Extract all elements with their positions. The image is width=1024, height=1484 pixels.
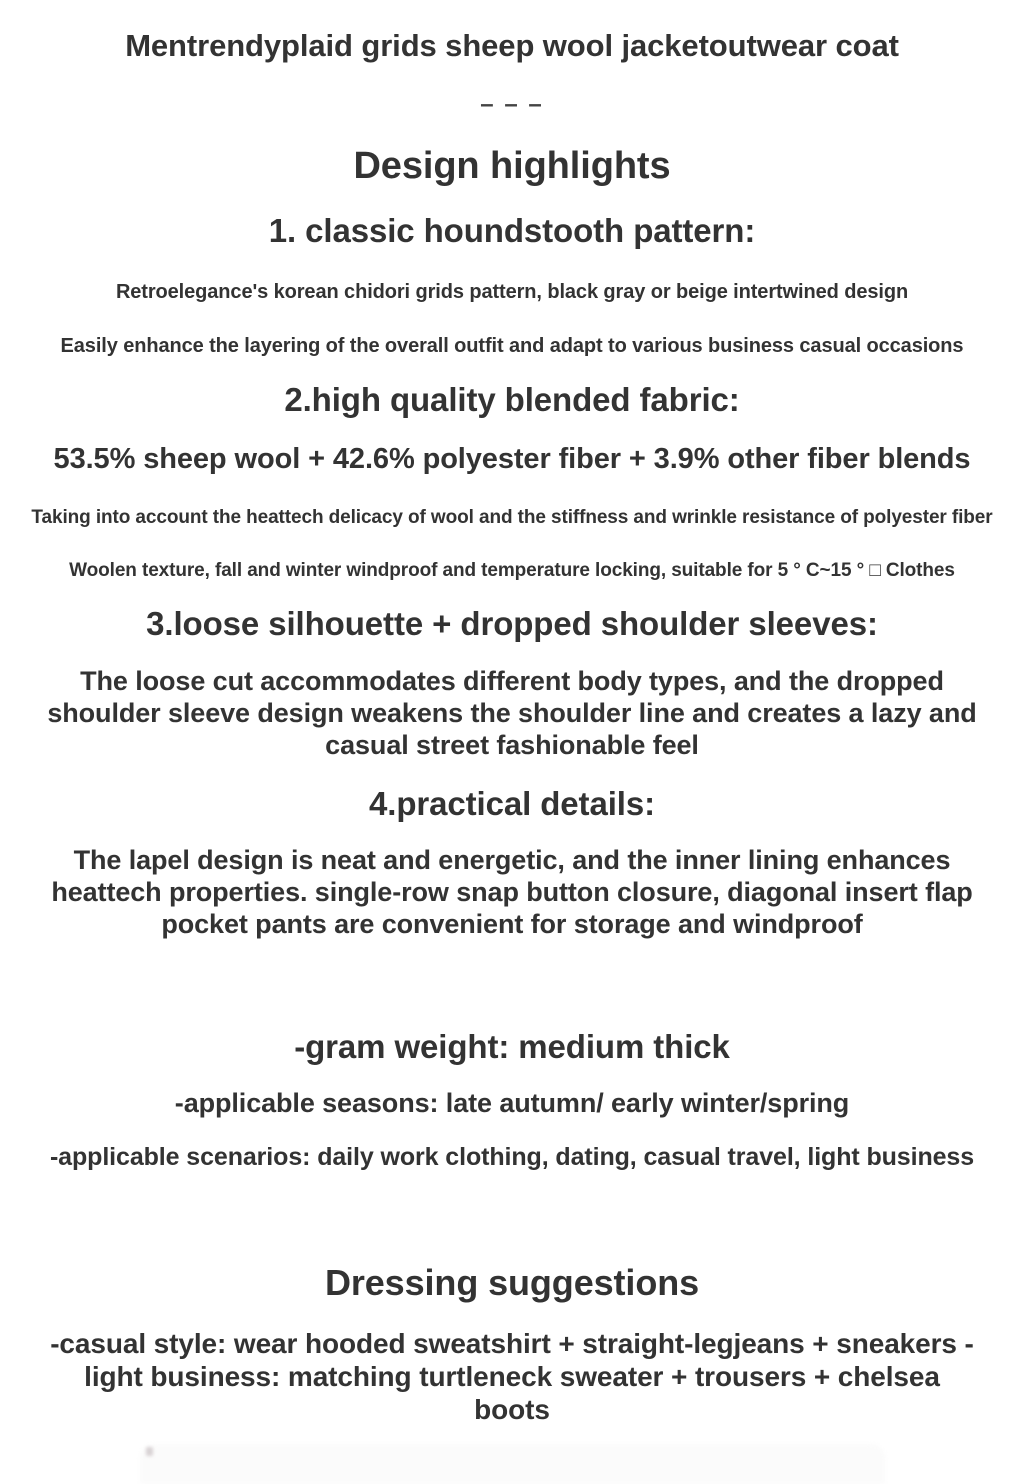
product-title: Mentrendyplaid grids sheep wool jacketoutwear coat bbox=[125, 28, 899, 63]
spec-applicable-seasons: -applicable seasons: late autumn/ early winter/spring bbox=[174, 1088, 850, 1119]
section-heading-design-highlights: Design highlights bbox=[353, 145, 671, 188]
body-text-houndstooth-1: Retroelegance's korean chidori grids pattern, black gray or beige intertwined design bbox=[115, 281, 909, 304]
bottom-content-card bbox=[140, 1444, 885, 1484]
spacer-before-dressing bbox=[16, 1172, 1008, 1236]
body-text-fabric-temperature: Woolen texture, fall and winter windproof and temperature locking, suitable for 5 ° C~15 ° □ Clothes bbox=[69, 559, 955, 581]
body-text-silhouette: The loose cut accommodates different body types, and the dropped shoulder sleeve design weakens the shoulder line and creates a lazy and casual street fashionable feel bbox=[47, 666, 977, 760]
body-text-practical-details: The lapel design is neat and energetic, and the inner lining enhances heattech properties. single-row snap button closure, diagonal insert flap pocket pants are convenient for storage and windproof bbox=[51, 845, 973, 939]
bottom-card-marker-icon bbox=[146, 1447, 153, 1456]
spec-applicable-scenarios: -applicable scenarios: daily work clothing, dating, casual travel, light business bbox=[49, 1143, 975, 1172]
body-text-fabric-composition: 53.5% sheep wool + 42.6% polyester fiber + 3.9% other fiber blends bbox=[53, 443, 971, 476]
body-text-dressing-suggestions: -casual style: wear hooded sweatshirt + straight-legjeans + sneakers - light business: matching turtleneck sweater + trousers + chelsea boots bbox=[50, 1327, 974, 1425]
section-heading-4-practical-details: 4.practical details: bbox=[369, 784, 655, 822]
section-heading-3-silhouette: 3.loose silhouette + dropped shoulder sleeves: bbox=[146, 605, 878, 643]
spacer-before-specs bbox=[16, 941, 1008, 1005]
divider-dashes: – – – bbox=[480, 90, 544, 118]
spec-gram-weight: -gram weight: medium thick bbox=[294, 1027, 730, 1065]
body-text-houndstooth-2: Easily enhance the layering of the overall outfit and adapt to various business casual occasions bbox=[60, 335, 964, 358]
section-heading-2-fabric: 2.high quality blended fabric: bbox=[284, 381, 740, 419]
section-heading-1-houndstooth: 1. classic houndstooth pattern: bbox=[268, 211, 756, 249]
section-heading-dressing-suggestions: Dressing suggestions bbox=[324, 1262, 700, 1304]
body-text-fabric-1: Taking into account the heattech delicacy of wool and the stiffness and wrinkle resistance of polyester fiber bbox=[31, 506, 993, 528]
